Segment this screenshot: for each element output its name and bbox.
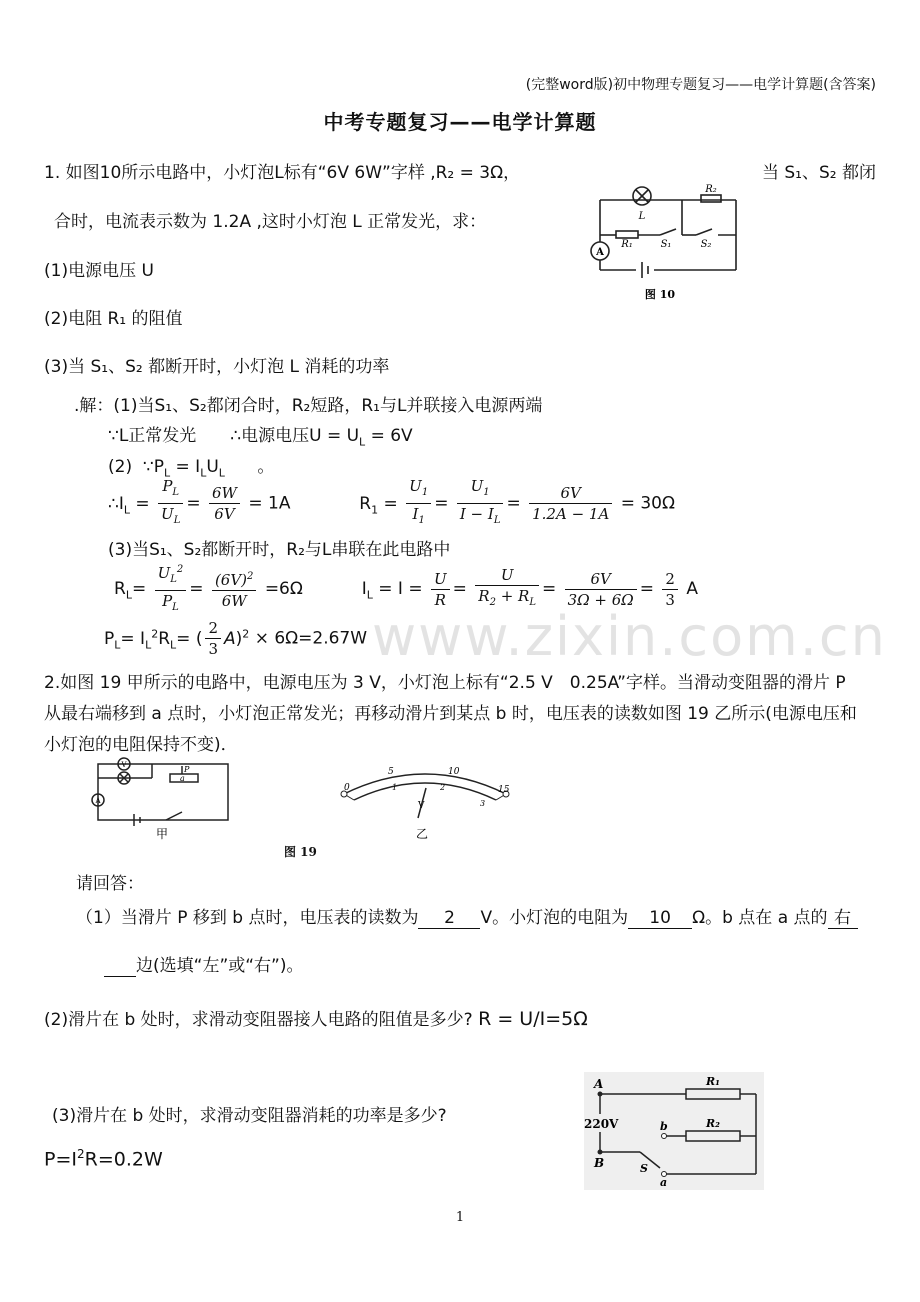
- q1-line1: 1. 如图10所示电路中，小灯泡L标有“6V 6W”字样 ,R₂ = 3Ω，: [44, 163, 521, 183]
- fig3-label-b-upper: B: [594, 1156, 605, 1170]
- fig3-label-r1: R₁: [706, 1075, 720, 1088]
- q1-sol-line6: $R_L=$ $\frac{U_L^2}{P_L}$ = $\frac{(6V)^2}{6W}$ =6Ω $I_L = I$ = $\frac{U}{R}$ = $\frac{U}{R_2 + R_L}$ = $\frac{6V}{3\Omega + 6\Omega}$ = $\frac{2}{3}$ A: [114, 560, 698, 618]
- meter-tick-1: 1: [392, 783, 398, 792]
- fig19-label-a: a: [180, 774, 185, 783]
- q1-line2: 合时，电流表示数为 1.2A ,这时小灯泡 L 正常发光，求：: [54, 212, 487, 232]
- fig10-label-l: L: [638, 211, 646, 222]
- q1-sol-line3: (2) $\because P_L = I_LU_L$ 。: [108, 457, 275, 480]
- fig10-label-r2: R₂: [705, 184, 717, 195]
- q2-answer3: $P=I^2R=0.2W$: [44, 1147, 163, 1171]
- meter-tick-2: 2: [440, 783, 446, 792]
- meter-tick-3: 3: [480, 799, 486, 808]
- fig3-label-r2: R₂: [706, 1117, 720, 1130]
- q2-line2: 从最右端移到 a 点时，小灯泡正常发光；再移动滑片到某点 b 时，电压表的读数如图 19 乙所示(电源电压和: [44, 704, 857, 724]
- fig19-yi-label: 乙: [416, 827, 429, 841]
- q1-sol-line2: ∵L正常发光 ∴电源电压$U = U_L = 6V$: [108, 426, 413, 449]
- figure-10-circuit: [580, 180, 745, 306]
- fig19-label-p: P: [184, 765, 190, 774]
- figure-switch-circuit: [584, 1072, 764, 1190]
- answer-side: 右: [828, 903, 858, 929]
- fig19-ammeter-label: A: [95, 797, 101, 805]
- fig10-label-a: A: [596, 247, 604, 258]
- fig10-label-r1: R₁: [621, 239, 633, 250]
- q2-answer1: （1）当滑片 P 移到 b 点时，电压表的读数为 2 V。小灯泡的电阻为 10 Ω。b 点在 a 点的 右: [76, 903, 858, 929]
- q2-line1: 2.如图 19 甲所示的电路中，电源电压为 3 V，小灯泡上标有“2.5 V 0.25A”字样。当滑动变阻器的滑片 P: [44, 673, 846, 693]
- q1-sol-line7: $P_L= I_L^2R_L=$ ( $\frac{2}{3}$ A)$^2$ × 6Ω=2.67W: [104, 619, 368, 658]
- q2-answer1-cont: 边(选填“左”或“右”)。: [104, 951, 304, 977]
- meter-tick-15: 15: [498, 785, 510, 795]
- meter-tick-0: 0: [344, 783, 350, 793]
- figure-19-yi-voltmeter: [330, 760, 520, 842]
- fig3-label-s: S: [640, 1162, 648, 1175]
- q1-sol-line4: $\therefore I_L$ = $\frac{P_L}{U_L}$ = $\frac{6W}{6V}$ = 1A $R_1$ = $\frac{U_1}{I_1}$ = $\frac{U_1}{I - I_L}$ = $\frac{6V}{1.2A - 1A}$ = 30Ω: [108, 477, 675, 526]
- q1-part3: (3)当 S₁、S₂ 都断开时，小灯泡 L 消耗的功率: [44, 357, 390, 377]
- answer-voltage: 2: [418, 908, 480, 929]
- meter-unit: V: [418, 801, 425, 811]
- page-title: 中考专题复习——电学计算题: [323, 110, 597, 134]
- fig3-label-b: b: [660, 1120, 668, 1133]
- fig10-label-s1: S₁: [660, 239, 672, 250]
- fig10-label-s2: S₂: [700, 239, 712, 250]
- watermark: www.zixin.com.cn: [372, 605, 887, 668]
- fig3-label-a-upper: A: [594, 1077, 604, 1091]
- q1-line1-right: 当 S₁、S₂ 都闭: [761, 163, 876, 183]
- q1-sol-line5: (3)当S₁、S₂都断开时，R₂与L串联在此电路中: [108, 540, 451, 560]
- meter-tick-5: 5: [388, 767, 394, 777]
- q2-ask: 请回答：: [76, 874, 144, 894]
- q2-line3: 小灯泡的电阻保持不变)．: [44, 735, 238, 755]
- page-header: (完整word版)初中物理专题复习——电学计算题(含答案): [525, 77, 876, 93]
- q1-part1: (1)电源电压 U: [44, 261, 154, 281]
- q2-answer2: (2)滑片在 b 处时，求滑动变阻器接人电路的阻值是多少? R = U/I=5Ω: [44, 1008, 588, 1030]
- fig19-voltmeter-label: V: [121, 761, 127, 769]
- page-number: 1: [455, 1210, 465, 1225]
- q1-part2: (2)电阻 R₁ 的阻值: [44, 309, 183, 329]
- fig3-label-220v: 220V: [584, 1117, 619, 1131]
- meter-tick-10: 10: [448, 767, 460, 777]
- q2-question3: (3)滑片在 b 处时，求滑动变阻器消耗的功率是多少?: [52, 1106, 447, 1126]
- q1-sol-line1: .解：(1)当S₁、S₂都闭合时，R₂短路，R₁与L并联接入电源两端: [74, 396, 543, 416]
- fig19-caption: 图 19: [284, 845, 317, 859]
- answer-resistance: 10: [628, 908, 692, 929]
- fig19-jia-label: 甲: [156, 827, 169, 841]
- fig10-caption: 图 10: [644, 288, 676, 301]
- fig3-label-a-lower: a: [660, 1176, 668, 1189]
- figure-19-jia-circuit: [86, 756, 236, 842]
